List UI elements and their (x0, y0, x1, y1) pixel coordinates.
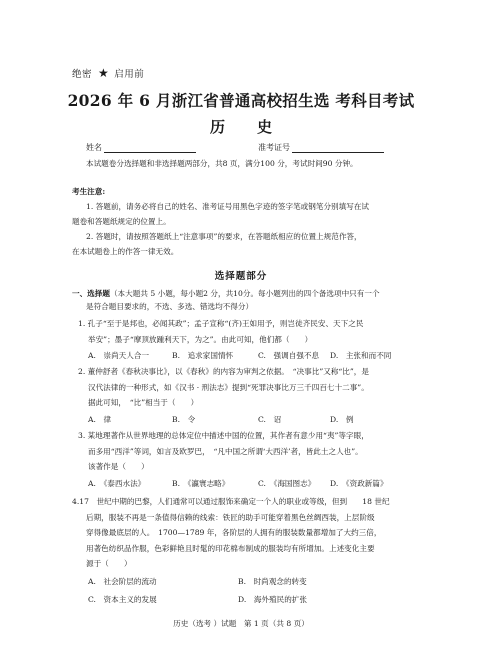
notes-line: 题卷和答题纸规定的位置上。 (72, 217, 171, 226)
before-use-label: 启用前 (114, 69, 145, 80)
name-line[interactable] (104, 143, 196, 153)
option-d[interactable]: D. 海外殖民的扩张 (238, 595, 307, 604)
question-1 (78, 316, 363, 347)
page-footer: 历史（选考 ）试题 第 1 页（共 8 页） (173, 619, 309, 628)
option-a[interactable]: A. 崇尚天人合一 (88, 351, 150, 360)
secret-label: 绝密 (72, 69, 93, 80)
question-4 (72, 494, 390, 572)
option-a[interactable]: A. 社会阶层的流动 (88, 577, 157, 586)
option-b[interactable]: B. 追求家国情怀 (172, 351, 234, 360)
notes-title: 考生注意: (72, 187, 106, 196)
name-field[interactable] (86, 142, 196, 153)
intro-text: 本试题卷分选择题和非选择题两部分，共8 页，满分100 分，考试时间90 分钟。 (86, 159, 358, 168)
exam-number-field[interactable] (258, 142, 384, 153)
option-b[interactable]: B. 时尚观念的转变 (238, 577, 307, 586)
star-icon: ★ (98, 66, 110, 80)
question-line: 穿得像最底层的人。 1700—1789 年，各阶层的人拥有的服装数量都增加了大约三倍， (86, 528, 382, 538)
question-2 (78, 364, 369, 411)
option-d[interactable]: D. 主张和而不同 (330, 351, 392, 360)
question-line: 用著色纺织品作服，色彩鲜艳且时髦的印花棉布制成的服装均有所增加。上述变化主要 (86, 543, 375, 553)
exam-number-line[interactable] (292, 143, 384, 153)
option-c[interactable]: C. 资本主义的发展 (88, 595, 157, 604)
exam-title: 2026 年 6 月浙江省普通高校招生选 考科目考试 (67, 91, 415, 110)
question-line: 2. 董仲舒者《春秋决事比》，以《春秋》的内容为审判之依据。 “决事比”又称“比”，是 (78, 367, 369, 376)
option-a[interactable]: A. 律 (88, 415, 112, 424)
question-line: 3. 某地理著作从世界地理的总体定位中描述中国的位置，其作者有意少用“夷”等字眼， (78, 431, 369, 440)
part-description-2: 是符合题目要求的，不选、多选、错选均不得分） (86, 302, 254, 311)
part-header (72, 288, 380, 300)
option-c[interactable]: C. 诏 (258, 415, 282, 424)
option-b[interactable]: B. 《瀛寰志略》 (172, 479, 230, 488)
option-d[interactable]: D. 例 (330, 415, 354, 424)
option-b[interactable]: B. 令 (172, 415, 196, 424)
question-line: 4.17 世纪中期的巴黎，人们通常可以通过服饰来确定一个人的职业或等级，但到 18 世纪 (72, 497, 390, 506)
notes-line: 2. 答题时，请按照答题纸上“注意事项”的要求，在答题纸相应的位置上规范作答， (86, 232, 362, 241)
name-label: 姓名 (86, 143, 102, 152)
question-3 (78, 428, 369, 475)
option-c[interactable]: C. 强调自强不息 (258, 351, 320, 360)
notes-line: 1. 答题前，请务必将自己的姓名、准考证号用黑色字迹的签字笔或钢笔分别填写在试 (86, 202, 370, 211)
option-c[interactable]: C. 《海国图志》 (258, 479, 316, 488)
part-label: 一、选择题 (72, 289, 110, 298)
exam-number-label: 准考证号 (258, 143, 290, 152)
subject-title (0, 116, 482, 137)
option-a[interactable]: A. 《泰西水法》 (88, 479, 146, 488)
subject-char-1: 历 (209, 118, 225, 136)
notes-line: 在本试题卷上的作答一律无效。 (72, 247, 179, 256)
question-line: 而多用“西洋”等词，如言及欧罗巴， “凡中国之所谓‘大西洋’者，皆此土之人也”。 (88, 446, 363, 456)
question-line: 后期，服装不再是一条值得信赖的线索：铁匠的助手可能穿着黑色丝绸西装，上层阶级 (86, 512, 375, 522)
question-line: 1. 孔子“至于是邦也，必闻其政”；孟子宣称“(齐)王如用予，则岂徒齐民安、天下之民 (78, 319, 364, 328)
subject-char-2: 史 (257, 118, 273, 136)
question-line: 汉代法律的一种形式，如《汉书 · 刑法志》提到“死罪决事比万三千四百七十二事”。 (88, 382, 369, 392)
part-description: （本大题共 5 小题，每小题2 分，共10分。每小题列出的四个备选项中只有一个 (109, 289, 380, 298)
option-d[interactable]: D. 《资政新篇》 (330, 479, 388, 488)
section-title: 选择题部分 (214, 271, 268, 282)
confidential-mark (72, 66, 144, 80)
question-line: 据此可知， “比”相当于（ ） (88, 398, 199, 407)
question-line: 源于（ ） (86, 559, 132, 569)
question-line: 该著作是（ ） (88, 462, 149, 471)
question-line: 举安”；墨子“摩顶放踵利天下，为之”。由此可知，他们都（ ） (88, 334, 313, 344)
